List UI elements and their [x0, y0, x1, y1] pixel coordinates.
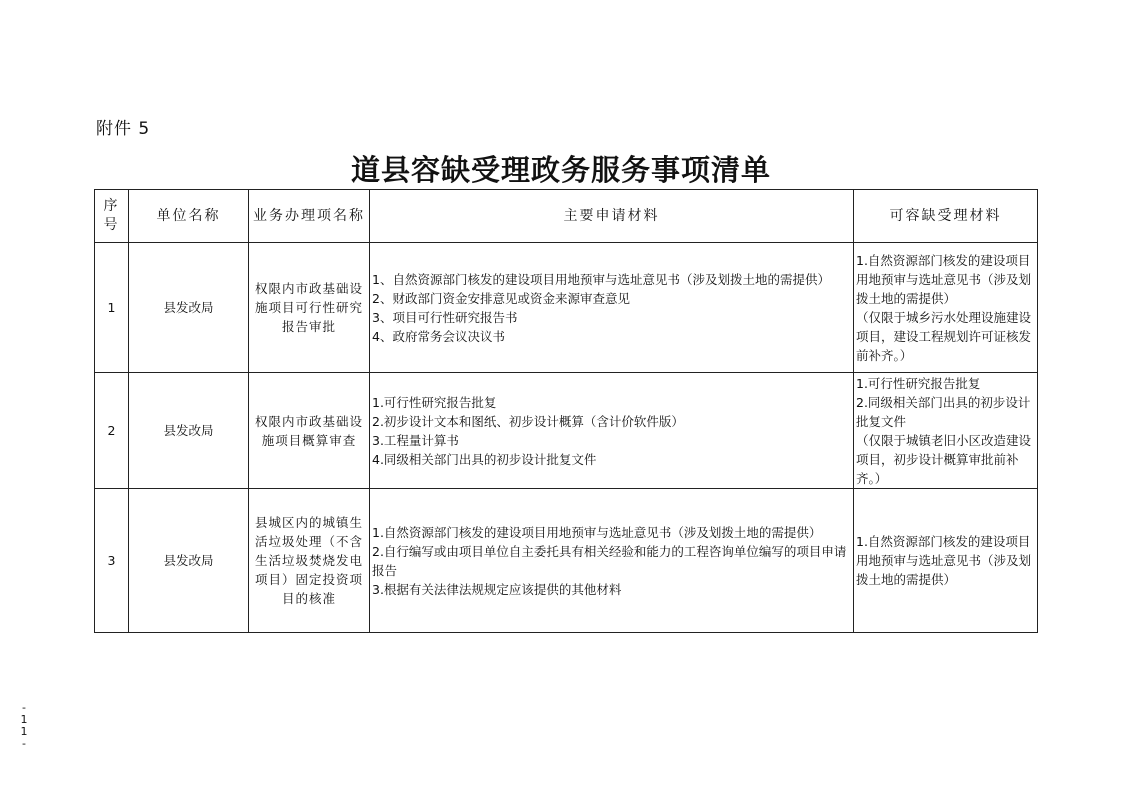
- optional-materials: [854, 489, 1038, 633]
- unit-name: 县发改局: [129, 243, 249, 373]
- optional-material-line: 1.自然资源部门核发的建设项目用地预审与选址意见书（涉及划拨土地的需提供）: [856, 534, 1032, 587]
- main-materials: [370, 373, 854, 489]
- unit-name: 县发改局: [129, 373, 249, 489]
- table-header-row: [95, 190, 1038, 243]
- optional-materials: [854, 373, 1038, 489]
- main-material-line: 2.自行编写或由项目单位自主委托具有相关经验和能力的工程咨询单位编写的项目申请报告: [372, 543, 847, 578]
- optional-material-line: 1.自然资源部门核发的建设项目用地预审与选址意见书（涉及划拨土地的需提供）: [856, 252, 1032, 306]
- table-row: [95, 489, 1038, 633]
- table-row: [95, 373, 1038, 489]
- header-num: 序号: [95, 190, 129, 243]
- service-item-name: 权限内市政基础设施项目可行性研究报告审批: [249, 243, 370, 373]
- header-unit: 单位名称: [129, 190, 249, 243]
- header-optional-materials: 可容缺受理材料: [854, 190, 1038, 243]
- main-material-line: 2、财政部门资金安排意见或资金来源审查意见: [372, 290, 630, 306]
- service-item-name: 县城区内的城镇生活垃圾处理（不含生活垃圾焚烧发电项目）固定投资项目的核准: [249, 489, 370, 633]
- main-material-line: 3.根据有关法律法规规定应该提供的其他材料: [372, 581, 622, 597]
- main-material-line: 1、自然资源部门核发的建设项目用地预审与选址意见书（涉及划拨土地的需提供）: [372, 271, 830, 287]
- main-material-line: 4.同级相关部门出具的初步设计批复文件: [372, 451, 597, 467]
- page-number-char: 1: [20, 713, 28, 726]
- row-number: 2: [95, 373, 129, 489]
- services-table: [94, 189, 1038, 633]
- main-material-line: 1.自然资源部门核发的建设项目用地预审与选址意见书（涉及划拨土地的需提供）: [372, 524, 822, 540]
- page-number-char: -: [22, 737, 26, 750]
- header-item: 业务办理项名称: [249, 190, 370, 243]
- optional-material-line: （仅限于城乡污水处理设施建设项目，建设工程规划许可证核发前补齐。）: [856, 309, 1032, 363]
- header-main-materials: 主要申请材料: [370, 190, 854, 243]
- page-number-char: 1: [20, 725, 28, 738]
- main-material-line: 4、政府常务会议决议书: [372, 328, 505, 344]
- main-material-line: 3、项目可行性研究报告书: [372, 309, 518, 325]
- main-materials: [370, 243, 854, 373]
- main-material-line: 3.工程量计算书: [372, 432, 459, 448]
- optional-material-line: 1.可行性研究报告批复: [856, 375, 981, 391]
- attachment-label: 附件 5: [96, 119, 151, 139]
- optional-material-line: 2.同级相关部门出具的初步设计批复文件: [856, 394, 1031, 429]
- optional-material-line: （仅限于城镇老旧小区改造建设项目，初步设计概算审批前补齐。）: [856, 432, 1032, 486]
- row-number: 3: [95, 489, 129, 633]
- main-materials: [370, 489, 854, 633]
- table-row: [95, 243, 1038, 373]
- main-material-line: 2.初步设计文本和图纸、初步设计概算（含计价软件版）: [372, 413, 684, 429]
- unit-name: 县发改局: [129, 489, 249, 633]
- page-title: 道县容缺受理政务服务事项清单: [350, 153, 771, 187]
- page-number-char: -: [22, 701, 26, 714]
- service-item-name: 权限内市政基础设施项目概算审查: [249, 373, 370, 489]
- page-number: [18, 702, 30, 750]
- optional-materials: [854, 243, 1038, 373]
- main-material-line: 1.可行性研究报告批复: [372, 394, 497, 410]
- row-number: 1: [95, 243, 129, 373]
